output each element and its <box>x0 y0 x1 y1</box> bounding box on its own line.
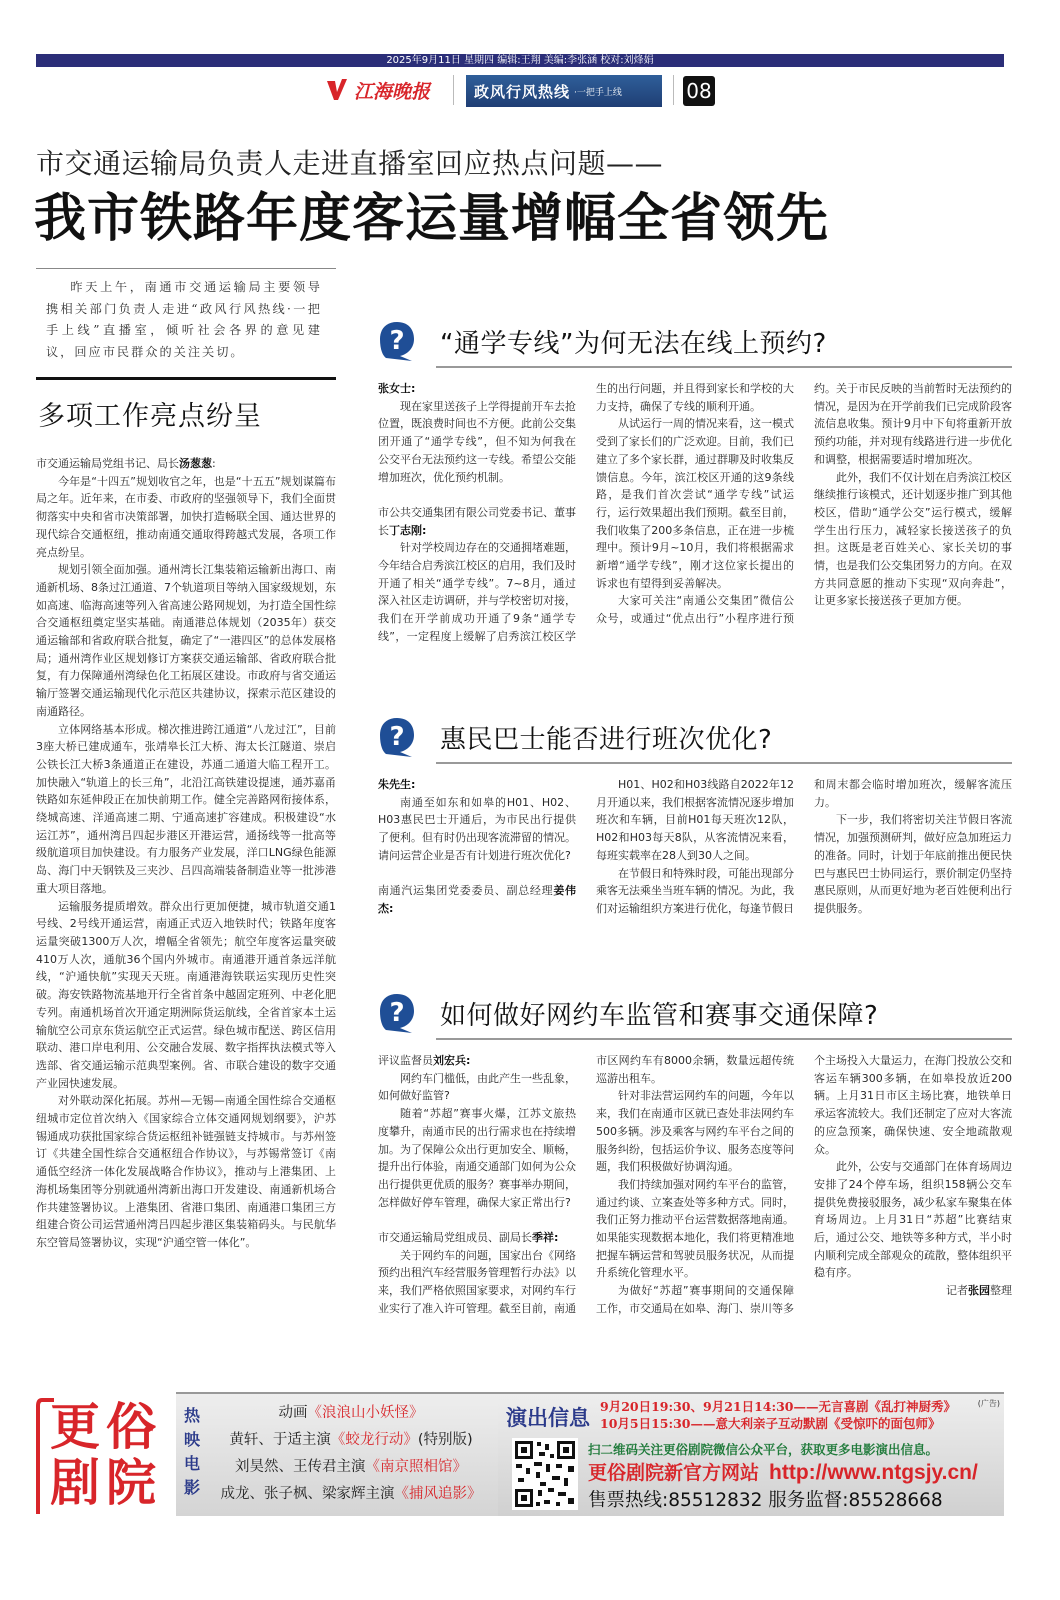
question-title: “通学专线”为何无法在线上预约? <box>440 329 827 359</box>
show-item: 9月20日19:30、9月21日14:30——无言喜剧《乱打神厨秀》 <box>600 1399 956 1414</box>
logo-char: 剧 <box>50 1454 100 1512</box>
answer-paragraph: 此外，我们不仅计划在启秀滨江校区继续推行该模式，还计划逐步推广到其他校区，借助“通学公交”运行模式，缓解学生出行压力，减轻家长接送孩子的负担。这既是老百姓关心、家长关切的事情，也是我们公交集团努力的方向。在双方共同意愿的推动下实现“双向奔赴”，让更多家长接送孩子更加方便。 <box>814 470 1012 608</box>
qa-section-2 <box>378 708 1012 956</box>
qa-header <box>378 984 1012 1034</box>
theater-logo <box>36 1390 176 1520</box>
show-info-panel <box>498 1392 1004 1516</box>
answerer-line: 市交通运输局党组成员、副局长季祥: <box>378 1230 559 1244</box>
question-mark-icon <box>378 716 416 758</box>
question-text: 随着“苏超”赛事火爆，江苏文旅热度攀升，南通市民的出行需求也在持续增加。为了保障公众出行更加安全、顺畅，提升出行体验，南通交通部门如何为公众出行提供更优质的服务？赛事举办期间，怎样做好停车管理，确保大家正常出行? <box>378 1107 576 1209</box>
subheadline: 市交通运输局负责人走进直播室回应热点问题—— <box>36 147 664 180</box>
movie-item: 成龙、张子枫、梁家辉主演《捕风追影》 <box>220 1486 482 1502</box>
website-line: 更俗剧院新官方网站 http://www.ntgsjy.cn/ <box>588 1461 978 1484</box>
answer-paragraph: 我们持续加强对网约车平台的监管，通过约谈、立案查处等多种方式。同时，我们正努力推动平台运营数据落地南通。如果能实现数据本地化，我们将更精准地把握车辆运营和驾驶员服务状况，从而提升系统化管理水平。 <box>596 1177 794 1280</box>
left-column <box>36 268 336 1252</box>
show-list <box>600 1398 956 1432</box>
asker-line: 张女士: <box>378 382 416 395</box>
website-link[interactable]: http://www.ntgsjy.cn/ <box>769 1461 978 1484</box>
question-text: 现在家里送孩子上学得提前开车去抢位置，既浪费时间也不方便。此前公交集团开通了“通学专线”，但不知为何我在公交平台无法预约这一专线。希望公交能增加班次，优化预约机制。 <box>378 399 576 484</box>
answer-paragraph: 针对学校周边存在的交通拥堵难题，今年结合启秀滨江校区的启用，我们及时开通了相关“通学专线”。7~8月，通过深入社区走访调研，并与学校密切对接，我们在开学前成功开通了9条“通学专线”，一定程度上缓解了启秀滨江校区学生的出行问题，并且得到家长和学校的大力支持，确保了专线的顺利开通。 <box>378 382 794 643</box>
asker-line: 朱先生: <box>378 778 416 791</box>
show-info-title: 演出信息 <box>506 1406 590 1430</box>
speaker-line: 市交通运输局党组书记、局长汤葱葱: <box>36 457 216 470</box>
asker-name: 刘宏兵 <box>433 1054 466 1067</box>
movie-item: 黄轩、于适主演《蛟龙行动》(特别版) <box>229 1432 473 1448</box>
paragraph: 今年是“十四五”规划收官之年，也是“十五五”规划谋篇布局之年。近年来，在市委、市政府的坚强领导下，我们全面贯彻落实中央和省市决策部署，加快打造畅联全国、通达世界的现代综合交通枢纽，推动南通交通取得跨越式发展，各项工作亮点纷呈。 <box>36 474 336 559</box>
speaker-name: 汤葱葱 <box>179 457 212 470</box>
svg-text:?: ? <box>389 998 405 1028</box>
answerer-name: 姜伟杰 <box>378 884 576 915</box>
intro-lead <box>36 269 336 363</box>
theater-advertisement <box>36 1390 1004 1520</box>
paragraph: 运输服务提质增效。群众出行更加便捷，城市轨道交通1号线、2号线开通运营，南通正式迈入地铁时代；铁路年度客运量突破1300万人次，增幅全省领先；航空年度客运量突破410万人次，通航36个国内外城市。南通港开通首条远洋航线，“沪通快航”实现天天班。南通港海铁联运实现历史性突破。海安铁路物流基地开行全省首条中越固定班列、中老化肥专列。南通机场首次开通定期洲际货运航线，全省首家本土运输航空公司京东货运航空正式运营。绿色城市配送、跨区信用联动、港口岸电利用、公交融合发展、数字指挥执法模式等入选部、省交通运输示范典型案例。省、市联合建设的数字交通产业园快速发展。 <box>36 899 336 1090</box>
hotline: 售票热线:85512832 服务监督:85528668 <box>588 1490 943 1511</box>
section-title: 多项工作亮点纷呈 <box>38 401 262 432</box>
banner-main: 政风行风热线 <box>474 82 571 101</box>
qa-section-1 <box>378 312 1012 680</box>
answerer-name: 季祥 <box>532 1230 554 1244</box>
reporter-credit: 记者张园整理 <box>946 1284 1012 1298</box>
divider <box>436 762 1012 764</box>
page-number: 08 <box>683 76 715 106</box>
paragraph: 对外联动深化拓展。苏州—无锡—南通全国性综合交通枢纽城市定位首次纳入《国家综合立体交通网规划纲要》，沪苏锡通成功获批国家综合货运枢纽补链强链支持城市。与苏州签订《共建全国性综合交通枢纽合作协议》，与苏锡常签订《南通低空经济一体化发展战略合作协议》，推动与上港集团、上海机场集团等分别就通州湾新出海口开发建设、南通新机场合作共建签署协议。上港集团、省港口集团、南通港口集团三方组建合资公司运营通州湾吕四起步港区集装箱码头。与民航华东空管局签署协议，实现“沪通空管一体化”。 <box>36 1094 336 1249</box>
qa-columns <box>378 776 1012 956</box>
divider <box>436 366 1012 368</box>
question-mark-icon <box>378 992 416 1034</box>
column-banner <box>466 75 662 107</box>
masthead <box>0 73 1060 107</box>
divider <box>673 75 674 105</box>
qa-header <box>378 312 1012 362</box>
logo-text: 江海晚报 <box>354 80 431 103</box>
logo-mark-icon <box>326 78 348 102</box>
question-mark-icon <box>378 320 416 362</box>
newspaper-logo <box>326 75 430 105</box>
date-editor-bar: 2025年9月11日 星期四 编辑:王翔 美编:李张涵 校对:刘烽娟 <box>36 54 1004 67</box>
qr-code-icon[interactable] <box>512 1438 578 1510</box>
movie-list <box>206 1400 496 1508</box>
banner-sub: ·一把手上线 <box>574 87 622 98</box>
divider <box>36 377 336 380</box>
divider <box>436 1038 1012 1040</box>
logo-char: 更 <box>50 1398 100 1456</box>
qa-column-flow <box>378 776 1012 956</box>
answer-paragraph: 大家可关注“南通公交集团”微信公众号，或通过“优点出行”小程序进行预约。关于市民反映的当前暂时无法预约的情况，是因为在开学前我们已完成阶段客流信息收集。预计9月中下旬将重新开放预约功能，并对现有线路进行进一步优化和调整，根据需要适时增加班次。 <box>596 382 1012 626</box>
show-item: 10月5日15:30——意大利亲子互动默剧《受惊吓的面包师》 <box>600 1416 941 1431</box>
intro-text: 昨天上午，南通市交通运输局主要领导携相关部门负责人走进“政风行风热线·一把手上线”直播室，倾听社会各界的意见建议，回应市民群众的关注关切。 <box>46 280 322 359</box>
qa-columns <box>378 1052 1012 1372</box>
movies-label: 热 映 电 影 <box>184 1406 201 1497</box>
question-title: 惠民巴士能否进行班次优化? <box>440 725 773 755</box>
logo-char: 院 <box>106 1454 156 1512</box>
section-body <box>36 455 336 1252</box>
logo-char: 俗 <box>106 1398 156 1456</box>
asker-line: 评议监督员刘宏兵: <box>378 1054 471 1067</box>
qa-header <box>378 708 1012 758</box>
paragraph: 立体网络基本形成。梯次推进跨江通道“八龙过江”，目前3座大桥已建成通车，张靖皋长江大桥、海太长江隧道、崇启公铁长江大桥3条通道正在建设，苏通二通道大临工程开工。加快融入“轨道上的长三角”，北沿江高铁建设提速，通苏嘉甬铁路如东延伸段正在加快前期工作。健全完善路网衔接体系，绕城高速、洋通高速二期、宁通高速扩容建成。积极建设“水运江苏”，通州湾吕四起步港区开港运营，通扬线等一批高等级航道项目加快建设。有力服务产业发展，洋口LNG绿色能源岛、海门中天钢铁及三夹沙、吕四高端装备制造业等一批涉港重大项目落地。 <box>36 722 336 895</box>
answerer-name: 丁志刚 <box>389 523 422 537</box>
qa-columns <box>378 380 1012 680</box>
answer-paragraph: 针对非法营运网约车的问题，今年以来，我们在南通市区就已查处非法网约车500多辆。涉及乘客与网约车平台之间的服务纠纷，包括运价争议、服务态度等问题，我们积极做好协调沟通。 <box>596 1089 794 1174</box>
answer-paragraph: 下一步，我们将密切关注节假日客流情况，加强预测研判，做好应急加班运力的准备。同时，计划于年底前推出便民快巴与惠民巴士协同运行，票价制定仍坚持惠民原则，从而更好地为老百姓便利出行提供服务。 <box>814 813 1012 915</box>
movies-panel <box>176 1392 498 1516</box>
answer-paragraph: 在节假日和特殊时段，可能出现部分乘客无法乘坐当班车辆的情况。为此，我们对运输组织方案进行优化，每逢节假日和周末都会临时增加班次，缓解客流压力。 <box>596 778 1012 915</box>
qa-column-flow <box>378 1052 1012 1372</box>
qa-section-3 <box>378 984 1012 1372</box>
question-text: 网约车门槛低，由此产生一些乱象，如何做好监管? <box>378 1071 576 1103</box>
answer-paragraph: 为做好“苏超”赛事期间的交通保障工作，市交通局在如皋、海门、崇川等多个主场投入大量运力，在海门投放公交和客运车辆300多辆，在如皋投放近200辆。上月31日市区主场比赛，地铁单日承运客流较大。我们还制定了应对大客流的应急预案，确保快速、安全地疏散观众。 <box>596 1054 1012 1315</box>
svg-text:?: ? <box>389 326 405 356</box>
svg-text:?: ? <box>389 722 405 752</box>
answerer-line: 南通汽运集团党委委员、副总经理姜伟杰: <box>378 884 576 915</box>
answer-paragraph: 关于网约车的问题，国家出台《网络预约出租汽车经营服务管理暂行办法》以来，我们严格依照国家要求，对网约车行业实行了准入许可管理。截至目前，南通市区网约车有8000余辆，数量远超传统巡游出租车。 <box>378 1054 794 1315</box>
answer-paragraph: H01、H02和H03线路自2022年12月开通以来，我们根据客流情况逐步增加班次和车辆，目前H01每天班次12队，H02和H03每天8队，从客流情况来看，每班实载率在28人到30人之间。 <box>596 778 794 862</box>
paragraph: 规划引领全面加强。通州湾长江集装箱运输新出海口、南通新机场、8条过江通道、7个轨道项目等纳入国家级规划，东如高速、临海高速等列入省高速公路网规划，为打造全国性综合交通枢纽奠定坚实基础。南通港总体规划（2035年）获交通运输部和省政府联合批复，确定了“一港四区”的总体发展格局；通州湾作业区规划修订方案获交通运输部、省政府联合批复，有力保障通州湾绿色化工拓展区建设。市政府与省交通运输厅签署交通运输现代化示范区共建协议，探索示范区建设的南通路径。 <box>36 563 336 718</box>
movie-item: 动画《浪浪山小妖怪》 <box>278 1405 424 1421</box>
answerer-line: 市公共交通集团有限公司党委书记、董事长丁志刚: <box>378 505 576 537</box>
scan-instruction: 扫二维码关注更俗剧院微信公众平台，获取更多电影演出信息。 <box>588 1442 939 1457</box>
question-text: 南通至如东和如皋的H01、H02、H03惠民巴士开通后，为市民出行提供了便利。但有时仍出现客流滞留的情况。请问运营企业是否有计划进行班次优化? <box>378 795 576 862</box>
answer-paragraph: 从试运行一周的情况来看，这一模式受到了家长们的广泛欢迎。目前，我们已建立了多个家长群，通过群聊及时收集反馈信息。今年，滨江校区开通的这9条线路，是我们首次尝试“通学专线”试运行，运行效果超出我们预期。截至目前，我们收集了200多条信息，正在进一步梳理中。预计9月~10月，我们将根据需求新增“通学专线”，刚才这位家长提出的诉求也有望得到妥善解决。 <box>596 417 794 590</box>
ad-tag: (广告) <box>977 1399 1000 1408</box>
movie-item: 刘昊然、王传君主演《南京照相馆》 <box>235 1459 467 1475</box>
divider <box>453 75 454 105</box>
question-title: 如何做好网约车监管和赛事交通保障? <box>440 1001 879 1031</box>
qa-column-flow <box>378 380 1012 680</box>
headline: 我市铁路年度客运量增幅全省领先 <box>34 189 830 249</box>
answer-paragraph: 此外，公安与交通部门在体育场周边安排了24个停车场，组织158辆公交车提供免费接驳服务，减少私家车聚集在体育场周边。上月31日“苏超”比赛结束后，通过公交、地铁等多种方式，半小时内顺利完成全部观众的疏散，整体组织平稳有序。 <box>814 1160 1012 1280</box>
